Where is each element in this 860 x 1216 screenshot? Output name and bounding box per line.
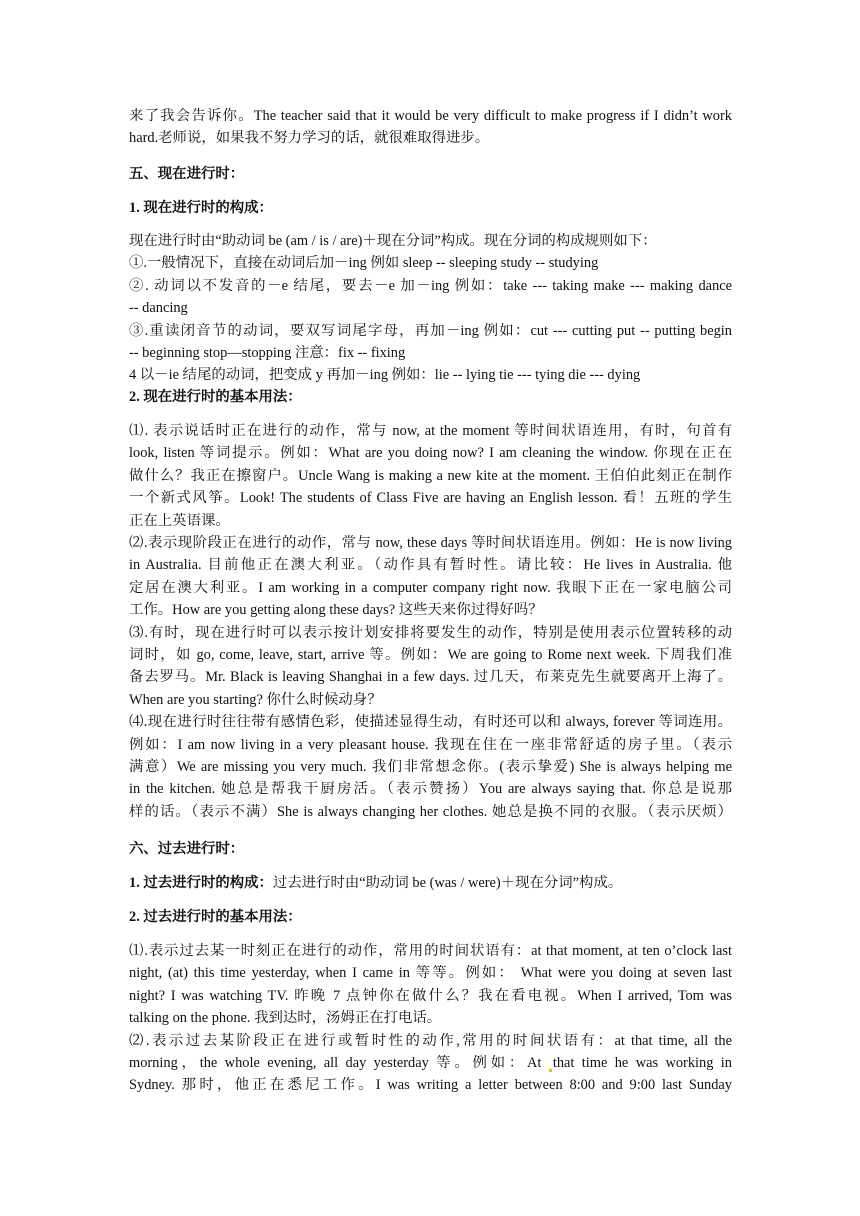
section-5-title: 五、现在进行时： [129, 166, 245, 182]
text-line: hard.老师说，如果我不努力学习的话，就很难取得进步。 [129, 130, 490, 147]
text-line: 样的话。（表示不满）She is always changing her clothes. 她总是换不同的衣服。（表示厌烦） [129, 803, 732, 820]
text-line: -- dancing [129, 300, 188, 317]
text-line: -- beginning stop—stopping 注意：fix -- fixing [129, 345, 406, 361]
text-line: look, listen 等词提示。例如：What are you doing now? I am cleaning the window. 你现在正在 [129, 445, 732, 462]
text-line: 做什么？我正在擦窗户。Uncle Wang is making a new kite at the moment. 王伯伯此刻正在制作 [129, 467, 732, 484]
text-line: ⑷.现在进行时往往带有感情色彩，使描述显得生动，有时还可以和 always, forever 等词连用。 [129, 714, 732, 731]
text-line: 4 以－ie 结尾的动词，把变成 y 再加－ing 例如：lie -- lying tie --- tying die --- dying [129, 367, 641, 384]
text-line: ⑴.表示过去某一时刻正在进行的动作，常用的时间状语有：at that moment, at ten o’clock last [129, 943, 732, 959]
text-line: 一个新式风筝。Look! The students of Class Five are having an English lesson. 看！五班的学生 [129, 490, 732, 507]
text-line: in the kitchen. 她总是帮我干厨房活。（表示赞扬）You are always saying that. 你总是说那 [129, 781, 732, 798]
section-6-subtitle-structure: 1. 过去进行时的构成： [129, 875, 273, 891]
section-6-usage [129, 940, 732, 1097]
section-5-subtitle-usage: 2. 现在进行时的基本用法： [129, 389, 302, 405]
section-6-structure [129, 872, 732, 894]
text-line: 备去罗马。Mr. Black is leaving Shanghai in a few days. 过几天，布莱克先生就要离开上海了。 [129, 669, 732, 686]
text-line: talking on the phone. 我到达时，汤姆正在打电话。 [129, 1010, 442, 1027]
text-line: ⑴. 表示说话时正在进行的动作，常与 now, at the moment 等时间状语连用，有时，句首有 [129, 423, 732, 439]
text-line: 满意）We are missing you very much. 我们非常想念你。(表示挚爱) She is always helping me [129, 758, 732, 775]
text-fragment: morning，the whole evening, all day yesterday 等。例如：At [129, 1054, 542, 1071]
section-6-title: 六、过去进行时： [129, 841, 245, 857]
text-line: ⑵.表示现阶段正在进行的动作，常与 now, these days 等时间状语连用。例如：He is now living [129, 534, 732, 551]
section-6-structure-text: 过去进行时由“助动词 be (was / were)＋现在分词”构成。 [272, 875, 623, 891]
section-5-rules [129, 230, 732, 387]
text-line: in Australia. 目前他正在澳大利亚。（动作具有暂时性。请比较：He lives in Australia. 他 [129, 557, 732, 574]
section-5-subtitle-structure: 1. 现在进行时的构成： [129, 200, 273, 216]
text-line [129, 1052, 732, 1074]
text-line: ⑶.有时，现在进行时可以表示按计划安排将要发生的动作，特别是使用表示位置转移的动 [129, 624, 732, 641]
text-line: 工作。How are you getting along these days? 这些天来你过得好吗？ [129, 602, 543, 619]
highlight-mark [549, 1069, 552, 1072]
text-line: ②. 动词以不发音的－e 结尾，要去－e 加－ing 例如：take --- taking make --- making dance [129, 277, 732, 294]
text-line: 来了我会告诉你。The teacher said that it would be very difficult to make progress if I didn’t work [129, 108, 732, 124]
text-line: 定居在澳大利亚。I am working in a computer company right now. 我眼下正在一家电脑公司 [129, 579, 732, 596]
text-line: 例如：I am now living in a very pleasant house. 我现在住在一座非常舒适的房子里。（表示 [129, 736, 732, 753]
intro-paragraph [129, 105, 732, 150]
text-line: night? I was watching TV. 昨晚 7 点钟你在做什么？我在看电视。When I arrived, Tom was [129, 987, 732, 1004]
text-line: 正在上英语课。 [129, 512, 230, 529]
section-5-usage [129, 420, 732, 823]
text-line: 词时，如 go, come, leave, start, arrive 等。例如：We are going to Rome next week. 下周我们准 [129, 646, 732, 663]
text-line: ③.重读闭音节的动词，要双写词尾字母，再加－ing 例如：cut --- cutting put -- putting begin [129, 322, 732, 339]
text-line: Sydney. 那时，他正在悉尼工作。I was writing a letter between 8:00 and 9:00 last Sunday [129, 1077, 732, 1094]
section-6-subtitle-usage: 2. 过去进行时的基本用法： [129, 909, 302, 925]
text-fragment: that time he was working in [552, 1054, 732, 1071]
text-line: When are you starting? 你什么时候动身？ [129, 691, 382, 708]
text-line: ⑵.表示过去某阶段正在进行或暂时性的动作,常用的时间状语有：at that time, all the [129, 1032, 732, 1049]
text-line: ①.一般情况下，直接在动词后加－ing 例如 sleep -- sleeping study -- studying [129, 255, 599, 272]
text-line: night, (at) this time yesterday, when I came in 等等。例如： What were you doing at seven last [129, 965, 732, 982]
text-line: 现在进行时由“助动词 be (am / is / are)＋现在分词”构成。现在分词的构成规则如下： [129, 233, 657, 249]
